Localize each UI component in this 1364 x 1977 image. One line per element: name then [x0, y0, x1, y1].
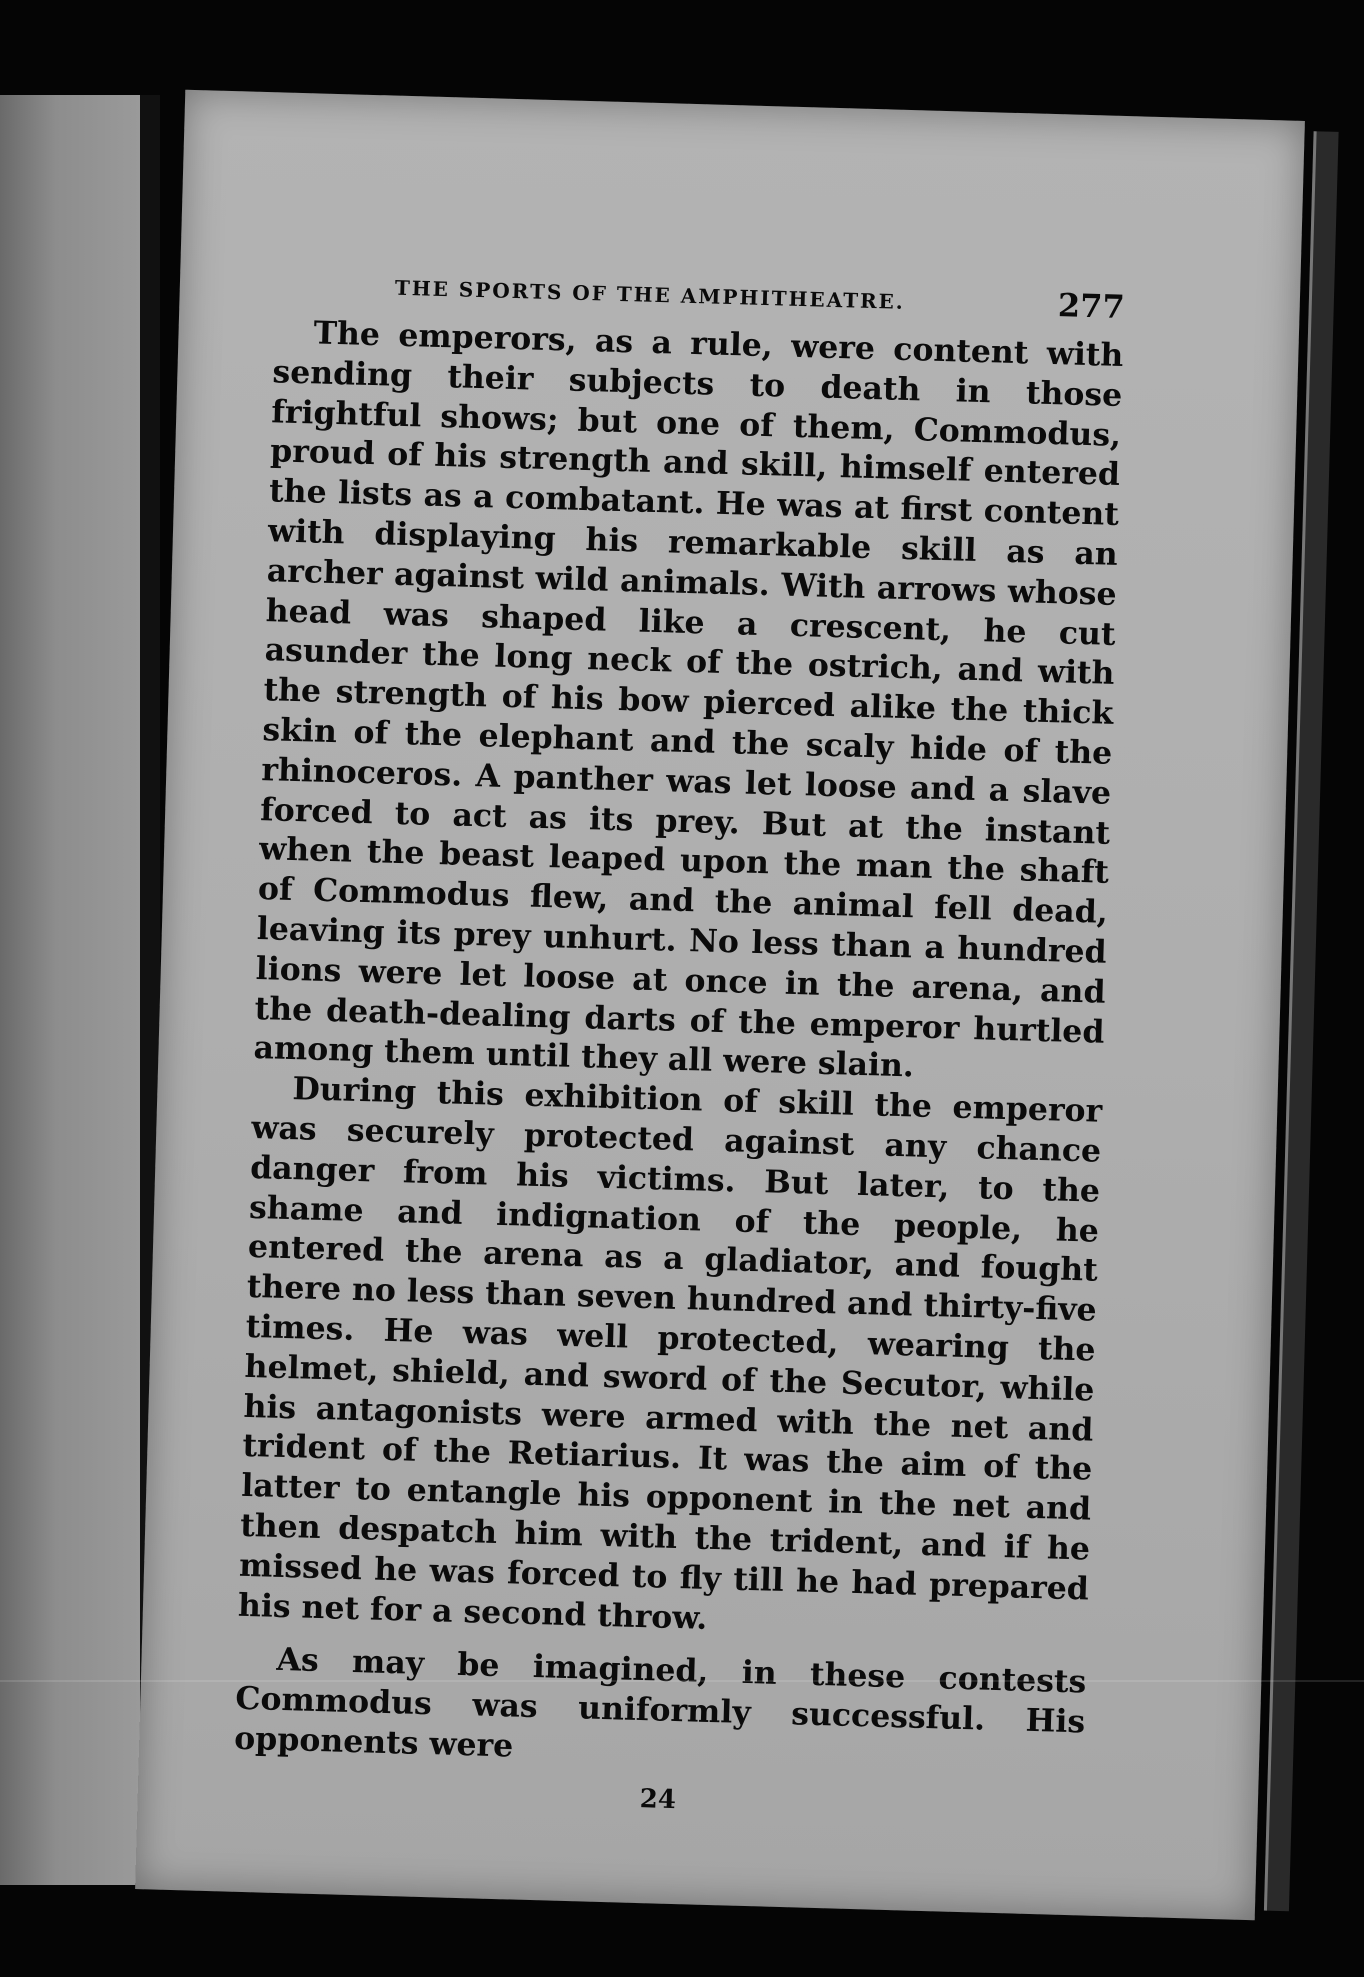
page-content [233, 262, 1126, 1826]
scan-artifact-line [0, 1680, 1364, 1682]
book-page [135, 90, 1305, 1921]
paragraph-2: During this exhibition of skill the emperor was securely protected against any chance danger from his victims. But later, to the shame and indignation of the people, he entered the arena as a gladiator, and fought there no less than seven hundred and thirty-five times. He was well protected, wearing the helmet, shield, and sword of the Secutor, while his antagonists were armed with the net and trident of the Retiarius. It was the aim of the latter to entangle his opponent in the net and then despatch him with the trident, and if he missed he was forced to fly till he had prepared his net for a second throw. [237, 1070, 1103, 1637]
signature-mark: 24 [639, 1783, 677, 1815]
left-facing-page [0, 95, 140, 1885]
page-stack-edge [1264, 131, 1339, 1911]
paragraph-3: As may be imagined, in these contests Commodus was uniformly successful. His opponents were [233, 1641, 1087, 1765]
page-number: 277 [1057, 286, 1126, 327]
paragraph-1: The emperors, as a rule, were content with sending their subjects to death in those frightful shows; but one of them, Commodus, proud of his strength and skill, himself entered the lists as a combatant. He was at first content with displaying his remarkable skill as an archer against wild animals. With arrows whose head was shaped like a crescent, he cut asunder the long neck of the ostrich, and with the strength of his bow pierced alike the thick skin of the elephant and the scaly hide of the rhinoceros. A panther was let loose and a slave forced to act as its prey. But at the instant when the beast leaped upon the man the shaft of Commodus flew, and the animal fell dead, leaving its prey unhurt. No less than a hundred lions were let loose at once in the arena, and the death-dealing darts of the emperor hurtled among them until they all were slain. [253, 314, 1124, 1085]
running-head-title: THE SPORTS OF THE AMPHITHEATRE. [394, 275, 906, 314]
